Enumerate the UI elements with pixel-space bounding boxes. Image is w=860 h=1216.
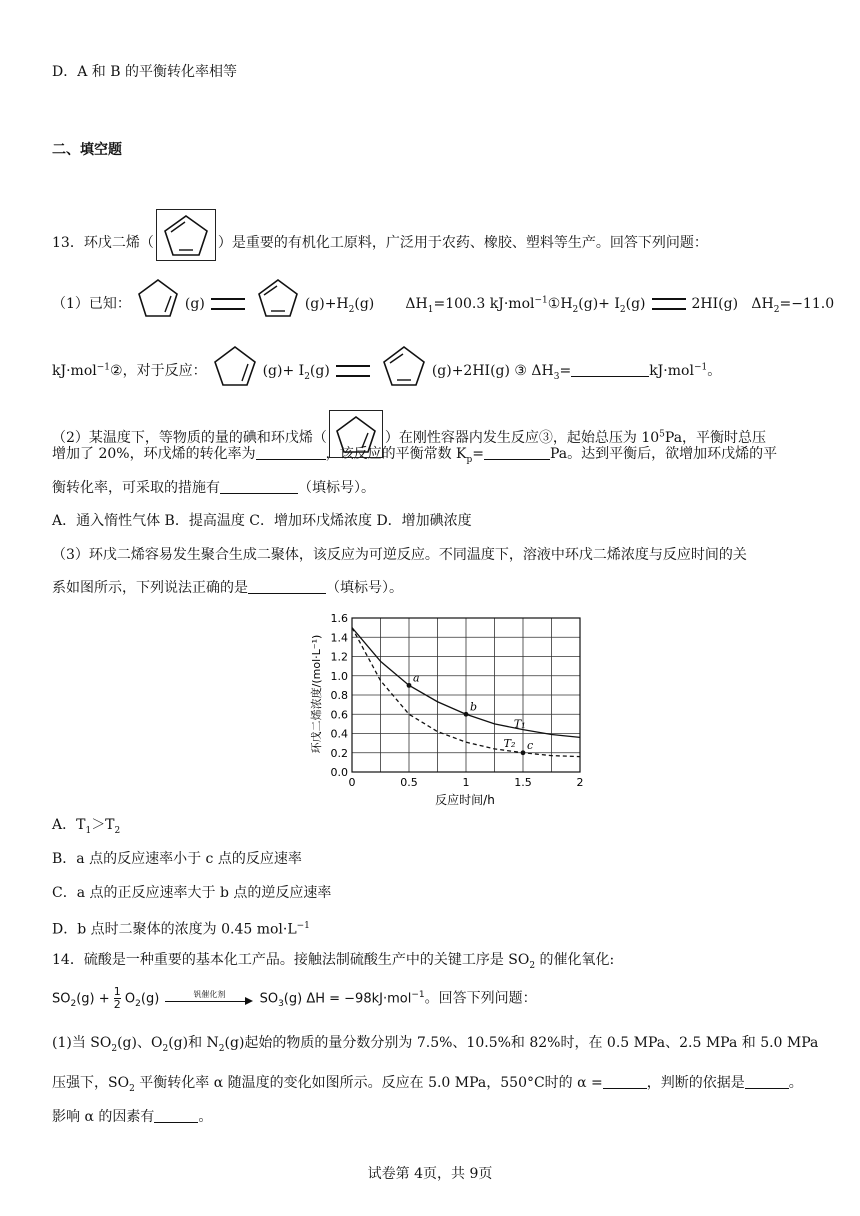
q13-intro — [52, 209, 708, 261]
q14-p1-l1b: (g)、O — [117, 1035, 163, 1051]
q13-p1-l2b: ②，对于反应： — [110, 363, 207, 379]
x-tick-label: 0.5 — [400, 776, 418, 789]
answer-blank[interactable] — [220, 479, 298, 494]
q13-option-a: A．$T_1>T_2$ — [52, 817, 121, 836]
q13-p1-eq1b: (g)+H — [304, 296, 349, 312]
q14-p1-line1: (1)当 $SO_2(g)$、$O_2(g)$和 $N_2(g)$起始的物质的量分数分别为 7.5%、10.5%和 82%时，在 0.5 MPa、2.5 MPa 和 5.0 MPa — [52, 1035, 819, 1054]
answer-blank[interactable] — [248, 579, 326, 594]
q14-p1-l3b: 。 — [198, 1109, 213, 1125]
y-tick-label: 0.0 — [330, 766, 348, 779]
y-tick-label: 0.4 — [330, 727, 348, 741]
chart-axes — [331, 612, 584, 789]
q14-half-num: 1 — [113, 985, 121, 999]
q13-p2-l2a: 增加了 20%，环戊烯的转化率为 — [52, 446, 256, 462]
q13-dh2-val: =−11.0 — [779, 296, 835, 312]
q13-option-b: B．a 点的反应速率小于 c 点的反应速率 — [52, 851, 302, 867]
equilibrium-sign-icon — [652, 298, 686, 310]
data-point-label: c — [527, 738, 534, 752]
y-tick-label: 1.2 — [330, 650, 348, 664]
q13-optA-a: A．T — [52, 817, 86, 833]
q13-optD-a: D．b 点时二聚体的浓度为 0.45 mol·L — [52, 921, 297, 938]
q14-p1-l1d: (g)起始的物质的量分数分别为 7.5%、10.5%和 82%时，在 0.5 MPa、2.5 MPa 和 5.0 MPa — [224, 1035, 819, 1051]
q14-eq-g: 。回答下列问题： — [424, 990, 537, 1007]
q14-p1-l2d: 。 — [788, 1075, 803, 1091]
q13-p1-eq1c: (g) — [354, 296, 375, 312]
q12-option-d: D．A 和 B 的平衡转化率相等 — [52, 64, 237, 80]
q13-p3-line2 — [52, 578, 403, 598]
q13-p1-l2c: (g)+ I — [262, 363, 305, 379]
q13-option-c: C．a 点的正反应速率大于 b 点的逆反应速率 — [52, 885, 332, 901]
q14-p1-l1c: (g)和 N — [168, 1035, 219, 1051]
q13-p1-label: （1）已知： — [52, 296, 131, 312]
cyclopentadiene-structure-icon — [253, 276, 303, 320]
q13-optA-b: ＞T — [91, 817, 115, 833]
x-tick-label: 1.5 — [514, 776, 532, 789]
answer-blank[interactable] — [256, 445, 326, 460]
q13-p1-eq1a: (g) — [184, 296, 205, 312]
q13-p1-line2: kJ·mol$^{-1}$②，对于反应： $(g)+ I_2(g)$ (g)+2HI(g) ③ $\Delta H_3= kJ\cdot mol^{-1}$。 — [52, 343, 721, 389]
q13-h2i2: (g)+ I — [578, 296, 620, 312]
q14-p1-line2: 压强下，$SO_2$ 平衡转化率 α 随温度的变化如图所示。反应在 5.0 MPa，550°C时的 α = ，判断的依据是 。 — [52, 1075, 803, 1094]
q13-dh1: ΔH — [405, 296, 428, 312]
q13-p1-l2d: (g) — [309, 363, 330, 379]
equilibrium-sign-icon — [336, 365, 370, 377]
q14-eq-f: (g) ΔH = −98kJ·mol — [283, 991, 412, 1007]
y-tick-label: 0.6 — [330, 708, 348, 722]
q13-g: (g) — [625, 296, 646, 312]
q13-p2-l2b: ，该反应的平衡常数 K — [325, 446, 467, 462]
y-tick-label: 1.4 — [330, 631, 348, 645]
answer-blank[interactable] — [571, 362, 649, 377]
cyclopentadiene-structure-icon — [378, 343, 430, 389]
chart-xlabel: 反应时间/h — [435, 793, 495, 807]
q14-eq-c: O — [120, 991, 136, 1007]
q13-p2-line3 — [52, 478, 375, 498]
answer-blank[interactable] — [154, 1108, 198, 1123]
y-tick-label: 1.0 — [330, 669, 348, 683]
q13-p1-l2e: (g)+2HI(g) ③ ΔH — [431, 363, 554, 379]
y-tick-label: 1.6 — [330, 612, 348, 625]
data-point-label: b — [470, 700, 478, 714]
q13-p1-line1: （1）已知： (g) $(g)+H_2(g)$ $\Delta H_1=100.3$ $kJ\cdot mol^{-1}①H_2(g)+ I_2(g)$ 2HI(g) $\Delta H_2=-11.0$ — [52, 276, 834, 320]
q14-p1-l2c: ，判断的依据是 — [646, 1075, 745, 1091]
q13-p3-l2b: （填标号）。 — [326, 580, 403, 596]
x-tick-label: 0 — [348, 776, 356, 789]
y-tick-label: 0.2 — [330, 746, 348, 760]
data-point-b — [464, 712, 469, 717]
q13-p1-l2a: kJ·mol — [52, 363, 97, 379]
q13-p1-l2g: kJ·mol — [649, 363, 694, 379]
q14-p1-l1a: (1)当 SO — [52, 1035, 112, 1051]
q13-p2-line2: 增加了 20%，环戊烯的转化率为 ，该反应的平衡常数 $K_p= Pa$。达到平衡后，欲增加环戊烯的平 — [52, 446, 778, 465]
x-tick-label: 2 — [576, 776, 584, 789]
page-footer: 试卷第 4页，共 9页 — [367, 1166, 493, 1182]
answer-blank[interactable] — [484, 445, 550, 460]
q14-p1-l2b: 平衡转化率 α 随温度的变化如图所示。反应在 5.0 MPa，550°C时的 α = — [134, 1075, 603, 1091]
cyclopentene-structure-icon — [209, 343, 261, 389]
q13-intro-b: ）是重要的有机化工原料，广泛用于农药、橡胶、塑料等生产。回答下列问题： — [217, 235, 708, 251]
answer-blank[interactable] — [603, 1074, 647, 1089]
q13-p2-line1: （2）某温度下，等物质的量的碘和环戊烯（ ）在刚性容器内发生反应③，起始总压为 $10^5Pa$，平衡时总压 — [52, 410, 766, 458]
concentration-time-chart — [300, 608, 600, 808]
q14-l1b: 的催化氧化: — [535, 952, 615, 968]
y-tick-label: 0.8 — [330, 689, 348, 702]
x-tick-label: 1 — [462, 776, 470, 789]
q13-p2-l2d: Pa。达到平衡后，欲增加环戊烯的平 — [550, 446, 778, 462]
q13-p2-l3b: （填标号）。 — [298, 480, 375, 496]
q13-p3-line1: （3）环戊二烯容易发生聚合生成二聚体，该反应为可逆反应。不同温度下，溶液中环戊二烯浓度与反应时间的关 — [52, 547, 747, 563]
catalyst-arrow — [163, 991, 255, 1007]
cyclopentadiene-structure-icon — [156, 209, 216, 261]
q13-dh1-val: =100.3 kJ·mol — [433, 296, 535, 312]
q13-circ1: ①H — [547, 296, 573, 312]
q14-eq-d: (g) — [140, 991, 160, 1007]
q14-p1-l2a: 压强下，SO — [52, 1075, 130, 1091]
section-title: 二、填空题 — [52, 142, 122, 158]
q13-option-d: D．b 点时二聚体的浓度为 0.45 $mol\cdot L^{-1}$ — [52, 921, 310, 938]
q13-p2-l2c: = — [472, 446, 484, 462]
q13-p1-l2f: = — [559, 363, 572, 379]
q14-equation: $SO_2(g)$ + $\frac{1}{2}$ $O_2(g)$ 钒催化剂 $SO_3(g) \Delta H = -98kJ\cdot mol^{-1}$。回答下列问题： — [52, 985, 537, 1012]
answer-blank[interactable] — [745, 1074, 789, 1089]
q14-eq-e: SO — [259, 991, 279, 1007]
q13-intro-a: 13．环戊二烯（ — [52, 235, 154, 251]
q14-eq-a: SO — [52, 991, 71, 1007]
data-point-label: a — [413, 671, 420, 685]
q14-catalyst: 钒催化剂 — [193, 989, 226, 999]
q13-p2-a: （2）某温度下，等物质的量的碘和环戊烯（ — [52, 430, 327, 446]
chart-grid — [352, 618, 580, 772]
q13-p1-l2h: 。 — [707, 363, 722, 379]
data-point-a — [407, 683, 412, 688]
q13-p3-l2a: 系如图所示，下列说法正确的是 — [52, 580, 248, 596]
q13-p2-b: ）在刚性容器内发生反应③，起始总压为 10 — [384, 430, 660, 446]
series-label: T₁ — [513, 717, 526, 731]
series-label: T₂ — [503, 736, 516, 750]
q13-p2-c: Pa，平衡时总压 — [664, 430, 767, 446]
cyclopentene-structure-icon — [133, 276, 183, 320]
q14-p1-l3a: 影响 α 的因素有 — [52, 1109, 155, 1125]
equilibrium-sign-icon — [211, 298, 245, 310]
q13-2hi: 2HI(g) — [691, 296, 739, 312]
q14-eq-b: (g) + — [76, 991, 114, 1007]
q14-half-den: 2 — [113, 998, 121, 1012]
q14-l1a: 14．硫酸是一种重要的基本化工产品。接触法制硫酸生产中的关键工序是 SO — [52, 952, 530, 968]
q13-p2-l3a: 衡转化率，可采取的措施有 — [52, 480, 220, 496]
q14-p1-line3 — [52, 1107, 212, 1127]
data-point-c — [521, 750, 526, 755]
chart-ylabel: 环戊二烯浓度/(mol·L⁻¹) — [310, 634, 323, 754]
q13-p2-options: A．通入惰性气体 B．提高温度 C．增加环戊烯浓度 D．增加碘浓度 — [52, 513, 472, 529]
q13-dh2: ΔH — [751, 296, 774, 312]
q14-line1: 14．硫酸是一种重要的基本化工产品。接触法制硫酸生产中的关键工序是 $SO_2$ 的催化氧化: — [52, 952, 615, 971]
